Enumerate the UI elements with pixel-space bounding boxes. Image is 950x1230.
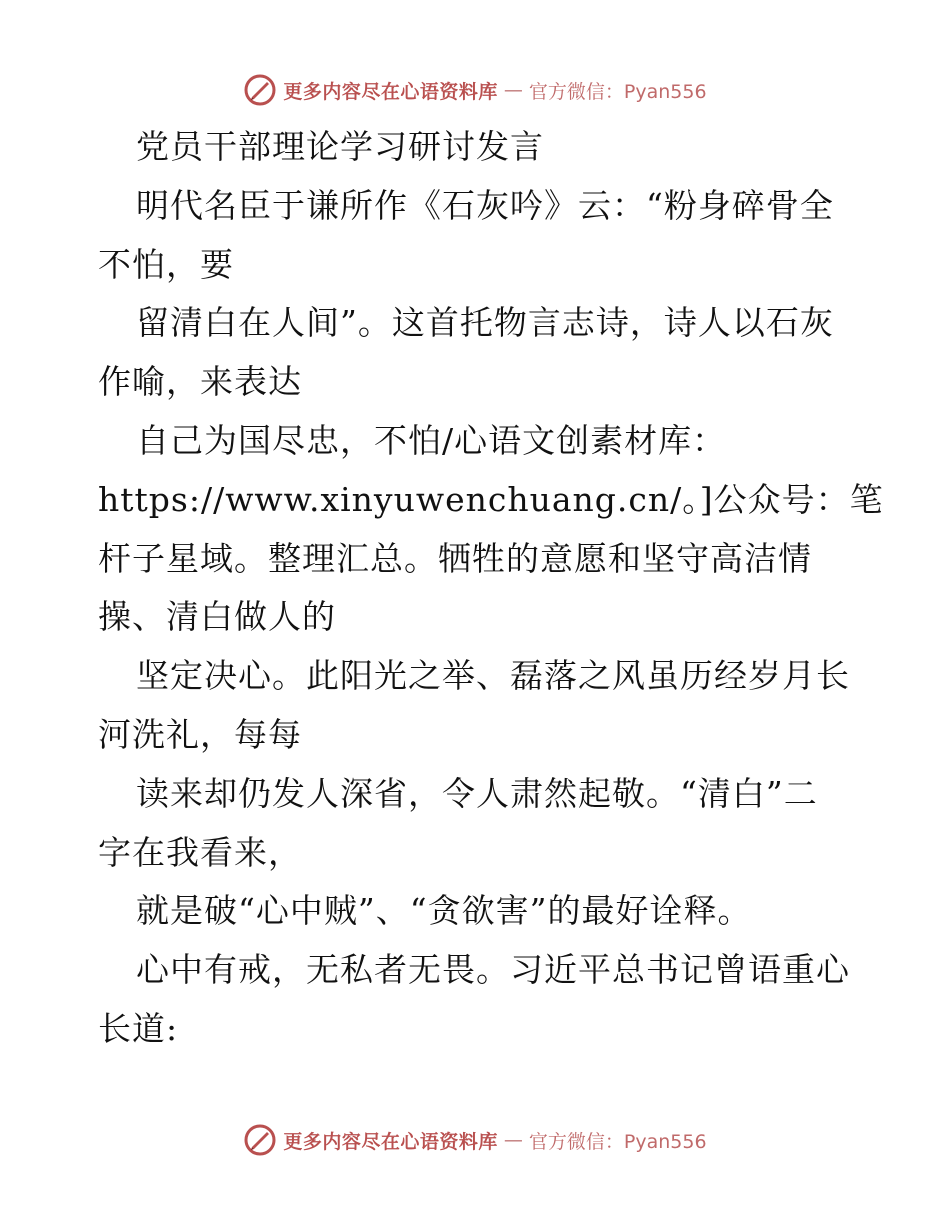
- footer-watermark: [0, 1120, 950, 1160]
- quill-pen-logo-icon: [243, 73, 277, 107]
- document-line: 字在我看来，: [98, 832, 302, 872]
- document-line: 读来却仍发人深省，令人肃然起敬。“清白”二: [136, 773, 818, 813]
- header-watermark: [0, 70, 950, 110]
- watermark-contact: 官方微信：Pyan556: [528, 1130, 707, 1153]
- document-line: 作喻，来表达: [98, 362, 302, 402]
- document-line: 河洗礼，每每: [98, 714, 302, 754]
- document-line: 自己为国尽忠，不怕/心语文创素材库：: [136, 420, 727, 460]
- document-line: 留清白在人间”。这首托物言志诗，诗人以石灰: [136, 303, 834, 343]
- watermark-site-text: 更多内容尽在心语资料库: [283, 80, 498, 103]
- document-line: 不怕，要: [98, 244, 234, 284]
- document-line: 心中有戒，无私者无畏。习近平总书记曾语重心: [136, 950, 850, 990]
- quill-pen-logo-icon: [243, 1123, 277, 1157]
- document-line: 长道:: [98, 1008, 179, 1048]
- document-line: 党员干部理论学习研讨发言: [136, 127, 544, 166]
- watermark-contact: 官方微信：Pyan556: [528, 80, 707, 103]
- document-body: [98, 118, 884, 1059]
- document-line: 操、清白做人的: [98, 597, 336, 637]
- document-line: 坚定决心。此阳光之举、磊落之风虽历经岁月长: [136, 656, 850, 696]
- document-line: 明代名臣于谦所作《石灰吟》云：“粉身碎骨全: [136, 185, 834, 225]
- document-line: 就是破“心中贼”、“贪欲害”的最好诠释。: [136, 891, 752, 931]
- document-line: 杆子星域。整理汇总。牺牲的意愿和坚守高洁情: [98, 538, 812, 578]
- watermark-site-text: 更多内容尽在心语资料库: [283, 1130, 498, 1153]
- watermark-dash: —: [503, 1129, 523, 1151]
- document-line: https://www.xinyuwenchuang.cn/。]公众号：笔: [98, 479, 884, 519]
- watermark-dash: —: [503, 79, 523, 101]
